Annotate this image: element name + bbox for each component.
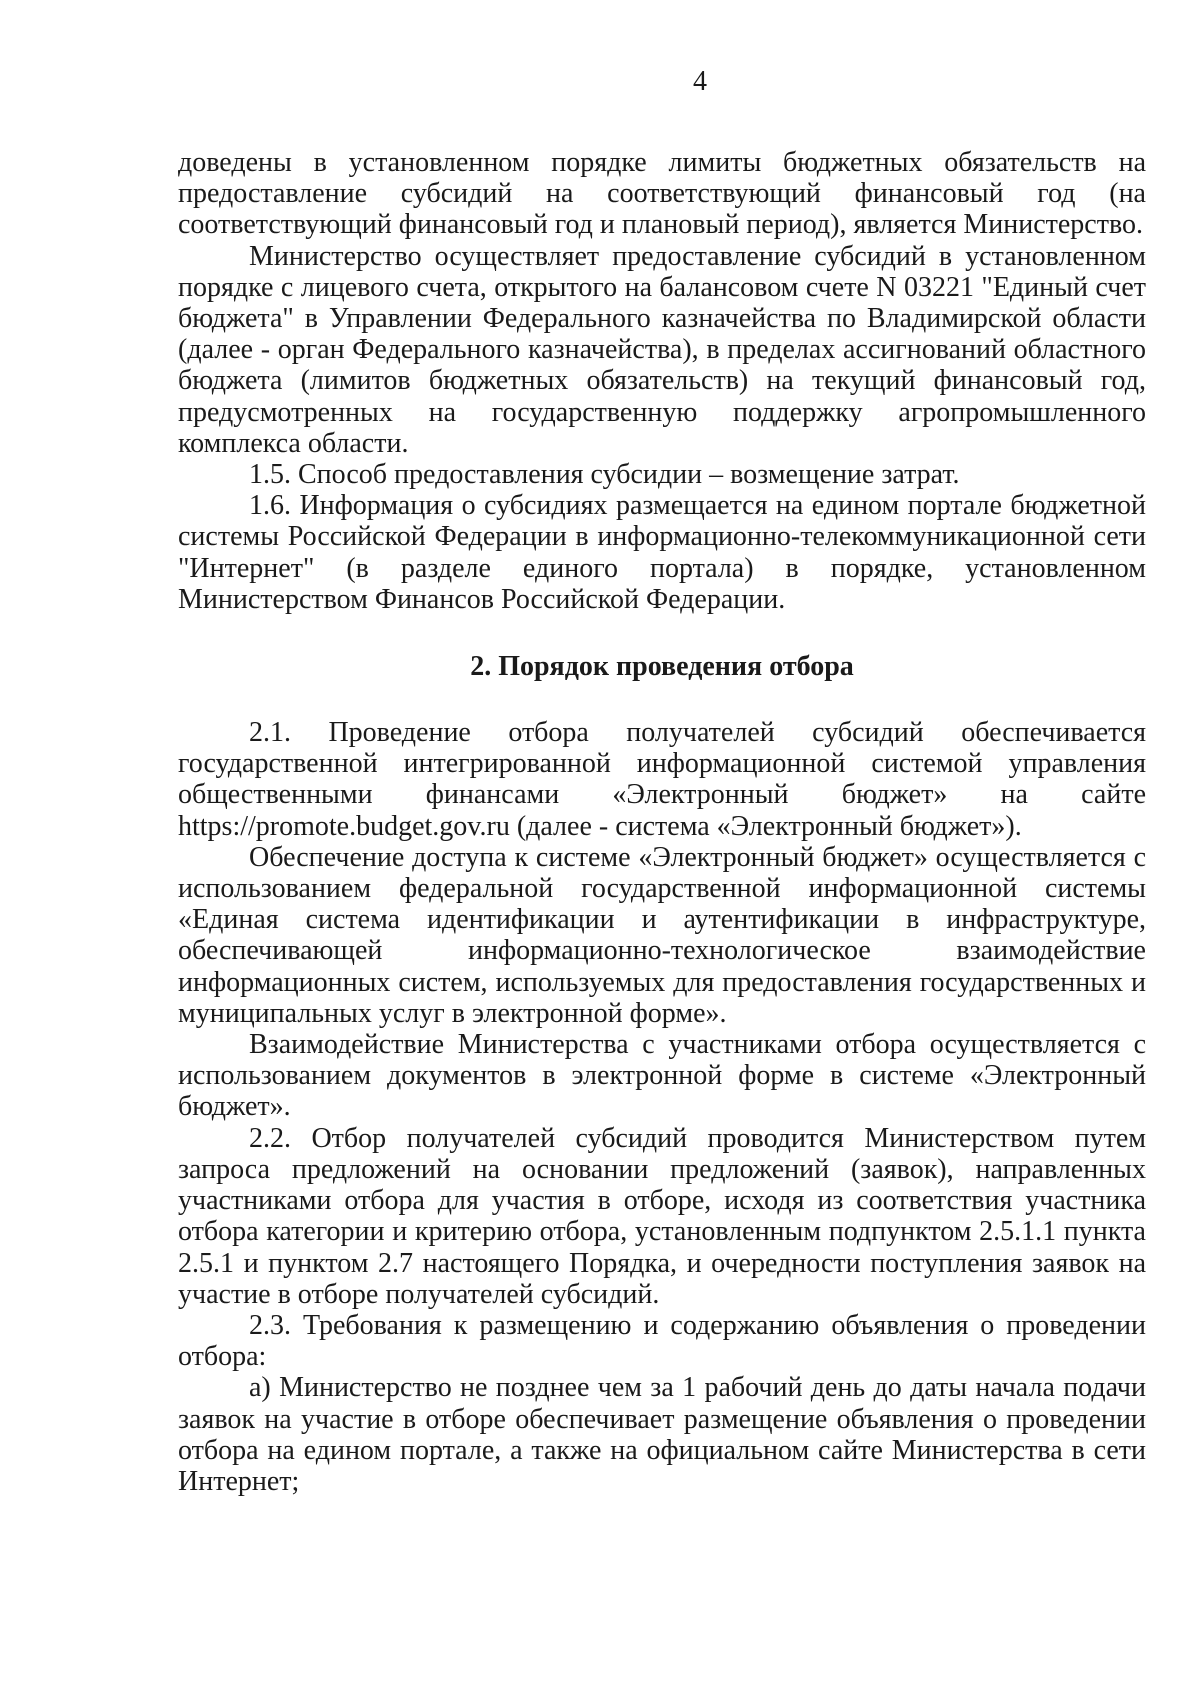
paragraph-1-5: 1.5. Способ предоставления субсидии – возмещение затрат. xyxy=(249,459,960,491)
paragraph-2-2: 2.2. Отбор получателей субсидий проводится Министерством путем запроса предложений на основании предложений (заявок), направленных участниками отбора для участия в отборе, исходя из соответствия участника отбора категории и критерию отбора, установленным подпунктом 2.5.1.1 пункта 2.5.1 и пунктом 2.7 настоящего Порядка, и очередности поступления заявок на участие в отборе получателей субсидий. xyxy=(178,1122,1146,1310)
paragraph-access: Обеспечение доступа к системе «Электронный бюджет» осуществляется с использованием федеральной государственной информационной системы «Единая система идентификации и аутентификации в инфраструктуре, обеспечивающей информационно-технологическое взаимодействие информационных систем, используемых для предоставления государственных и муниципальных услуг в электронной форме». xyxy=(178,841,1146,1029)
paragraph-interaction: Взаимодействие Министерства с участниками отбора осуществляется с использованием документов в электронной форме в системе «Электронный бюджет». xyxy=(178,1029,1146,1123)
document-body xyxy=(178,147,1146,1497)
paragraph-ministry-account: Министерство осуществляет предоставление субсидий в установленном порядке с лицевого счета, открытого на балансовом счете N 03221 "Единый счет бюджета" в Управлении Федерального казначейства по Владимирской области (далее - орган Федерального казначейства), в пределах ассигнований областного бюджета (лимитов бюджетных обязательств) на текущий финансовый год, предусмотренных на государственную поддержку агропромышленного комплекса области. xyxy=(178,240,1146,459)
paragraph-2-3-a: а) Министерство не позднее чем за 1 рабочий день до даты начала подачи заявок на участие в отборе обеспечивает размещение объявления о проведении отбора на едином портале, а также на официальном сайте Министерства в сети Интернет; xyxy=(178,1372,1146,1497)
section-heading: 2. Порядок проведения отбора xyxy=(470,651,854,683)
paragraph-continuation: доведены в установленном порядке лимиты бюджетных обязательств на предоставление субсидий на соответствующий финансовый год (на соответствующий финансовый год и плановый период), является Министерство. xyxy=(178,147,1146,241)
paragraph-2-3: 2.3. Требования к размещению и содержанию объявления о проведении отбора: xyxy=(178,1309,1146,1373)
paragraph-2-1: 2.1. Проведение отбора получателей субсидий обеспечивается государственной интегрированной информационной системой управления общественными финансами «Электронный бюджет» на сайте https://promote.budget.gov.ru (далее - система «Электронный бюджет»). xyxy=(178,717,1146,842)
paragraph-1-6: 1.6. Информация о субсидиях размещается на едином портале бюджетной системы Российской Федерации в информационно-телекоммуникационной сети "Интернет" (в разделе единого портала) в порядке, установленном Министерством Финансов Российской Федерации. xyxy=(178,490,1146,615)
page-number: 4 xyxy=(693,66,707,97)
